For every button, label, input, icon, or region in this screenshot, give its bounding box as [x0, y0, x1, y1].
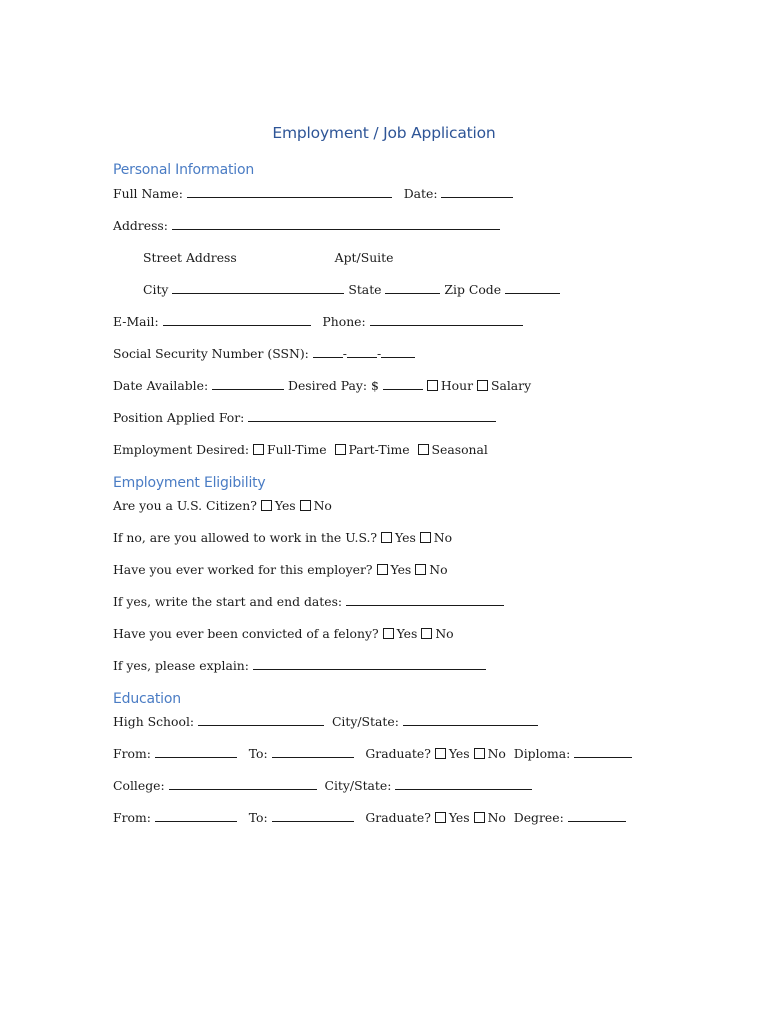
high-school-field[interactable] [198, 715, 324, 726]
college-graduate-yes-label: Yes [448, 810, 470, 825]
diploma-label: Diploma: [513, 746, 571, 761]
row-city-state-zip [143, 282, 560, 298]
row-explain [113, 658, 486, 674]
row-ssn: Social Security Number (SSN): - - [113, 346, 415, 362]
full-name-label: Full Name: [113, 186, 183, 201]
college-field[interactable] [169, 779, 317, 790]
hs-graduate-yes-checkbox[interactable] [435, 748, 446, 759]
citizen-yes-label: Yes [274, 498, 296, 513]
hs-from-label: From: [113, 746, 151, 761]
hs-city-state-label: City/State: [331, 714, 399, 729]
section-heading-education: Education [113, 691, 181, 707]
zip-code-label: Zip Code [444, 282, 502, 297]
street-address-caption: Street Address [143, 250, 237, 265]
salary-checkbox[interactable] [477, 380, 488, 391]
worked-yes-checkbox[interactable] [377, 564, 388, 575]
college-from-label: From: [113, 810, 151, 825]
high-school-label: High School: [113, 714, 195, 729]
employment-desired-label: Employment Desired: [113, 442, 250, 457]
explain-field[interactable] [253, 659, 486, 670]
ssn-label: Social Security Number (SSN): [113, 346, 309, 361]
position-field[interactable] [248, 411, 496, 422]
allowed-yes-label: Yes [395, 530, 416, 545]
hs-to-label: To: [248, 746, 268, 761]
dates-question: If yes, write the start and end dates: [113, 594, 343, 609]
college-graduate-no-checkbox[interactable] [474, 812, 485, 823]
desired-pay-label: Desired Pay: $ [288, 378, 379, 393]
position-label: Position Applied For: [113, 410, 245, 425]
row-college [113, 778, 532, 794]
college-city-state-label: City/State: [324, 778, 392, 793]
hs-graduate-no-label: No [487, 746, 506, 761]
worked-yes-label: Yes [390, 562, 412, 577]
allowed-no-label: No [433, 530, 453, 545]
college-to-label: To: [248, 810, 268, 825]
allowed-yes-checkbox[interactable] [381, 532, 392, 543]
felony-no-label: No [435, 626, 454, 641]
seasonal-label: Seasonal [431, 442, 488, 457]
part-time-checkbox[interactable] [335, 444, 346, 455]
city-label: City [143, 282, 169, 297]
degree-field[interactable] [568, 811, 626, 822]
row-felony [113, 626, 454, 642]
worked-question: Have you ever worked for this employer? [113, 562, 373, 577]
hour-checkbox[interactable] [427, 380, 438, 391]
desired-pay-field[interactable] [383, 379, 423, 390]
diploma-field[interactable] [574, 747, 632, 758]
email-label: E-Mail: [113, 314, 159, 329]
state-field[interactable] [385, 283, 440, 294]
hour-label: Hour [440, 378, 473, 393]
felony-yes-checkbox[interactable] [383, 628, 394, 639]
ssn-field-1[interactable] [313, 347, 343, 358]
address-label: Address: [113, 218, 168, 233]
row-citizen [113, 498, 332, 514]
salary-label: Salary [490, 378, 532, 393]
date-field[interactable] [441, 187, 513, 198]
row-hs-dates [113, 746, 632, 762]
felony-no-checkbox[interactable] [421, 628, 432, 639]
row-employment-desired [113, 442, 488, 458]
phone-label: Phone: [322, 314, 366, 329]
hs-graduate-yes-label: Yes [448, 746, 470, 761]
row-worked [113, 562, 448, 578]
row-address-captions [143, 250, 393, 266]
full-time-checkbox[interactable] [253, 444, 264, 455]
dates-field[interactable] [346, 595, 504, 606]
row-address [113, 218, 500, 234]
city-field[interactable] [172, 283, 344, 294]
hs-from-field[interactable] [155, 747, 237, 758]
row-high-school [113, 714, 538, 730]
full-time-label: Full-Time [267, 442, 327, 457]
worked-no-checkbox[interactable] [415, 564, 426, 575]
hs-city-state-field[interactable] [403, 715, 538, 726]
apt-suite-caption: Apt/Suite [334, 250, 394, 265]
felony-question: Have you ever been convicted of a felony? [113, 626, 379, 641]
email-field[interactable] [163, 315, 311, 326]
row-position [113, 410, 496, 426]
allowed-no-checkbox[interactable] [420, 532, 431, 543]
degree-label: Degree: [513, 810, 564, 825]
section-heading-personal: Personal Information [113, 162, 255, 178]
college-graduate-no-label: No [487, 810, 506, 825]
row-dates [113, 594, 504, 610]
address-field[interactable] [172, 219, 500, 230]
college-graduate-label: Graduate? [365, 810, 431, 825]
ssn-field-3[interactable] [381, 347, 415, 358]
college-label: College: [113, 778, 165, 793]
row-email-phone [113, 314, 523, 330]
college-from-field[interactable] [155, 811, 237, 822]
citizen-question: Are you a U.S. Citizen? [113, 498, 257, 513]
college-to-field[interactable] [272, 811, 354, 822]
part-time-label: Part-Time [348, 442, 410, 457]
page-title: Employment / Job Application [272, 124, 496, 142]
phone-field[interactable] [370, 315, 523, 326]
hs-graduate-label: Graduate? [365, 746, 431, 761]
worked-no-label: No [429, 562, 448, 577]
hs-to-field[interactable] [272, 747, 354, 758]
state-label: State [348, 282, 382, 297]
ssn-field-2[interactable] [347, 347, 377, 358]
section-heading-eligibility: Employment Eligibility [113, 475, 266, 491]
full-name-field[interactable] [187, 187, 392, 198]
date-label: Date: [403, 186, 438, 201]
date-available-label: Date Available: [113, 378, 209, 393]
date-available-field[interactable] [212, 379, 284, 390]
citizen-yes-checkbox[interactable] [261, 500, 272, 511]
allowed-question: If no, are you allowed to work in the U.S.? [113, 530, 378, 545]
row-full-name [113, 186, 513, 202]
explain-label: If yes, please explain: [113, 658, 249, 673]
citizen-no-checkbox[interactable] [300, 500, 311, 511]
row-availability-pay [113, 378, 531, 394]
row-allowed [113, 530, 452, 546]
college-graduate-yes-checkbox[interactable] [435, 812, 446, 823]
seasonal-checkbox[interactable] [418, 444, 429, 455]
hs-graduate-no-checkbox[interactable] [474, 748, 485, 759]
citizen-no-label: No [313, 498, 332, 513]
college-city-state-field[interactable] [395, 779, 532, 790]
zip-code-field[interactable] [505, 283, 560, 294]
row-college-dates [113, 810, 626, 826]
felony-yes-label: Yes [396, 626, 418, 641]
